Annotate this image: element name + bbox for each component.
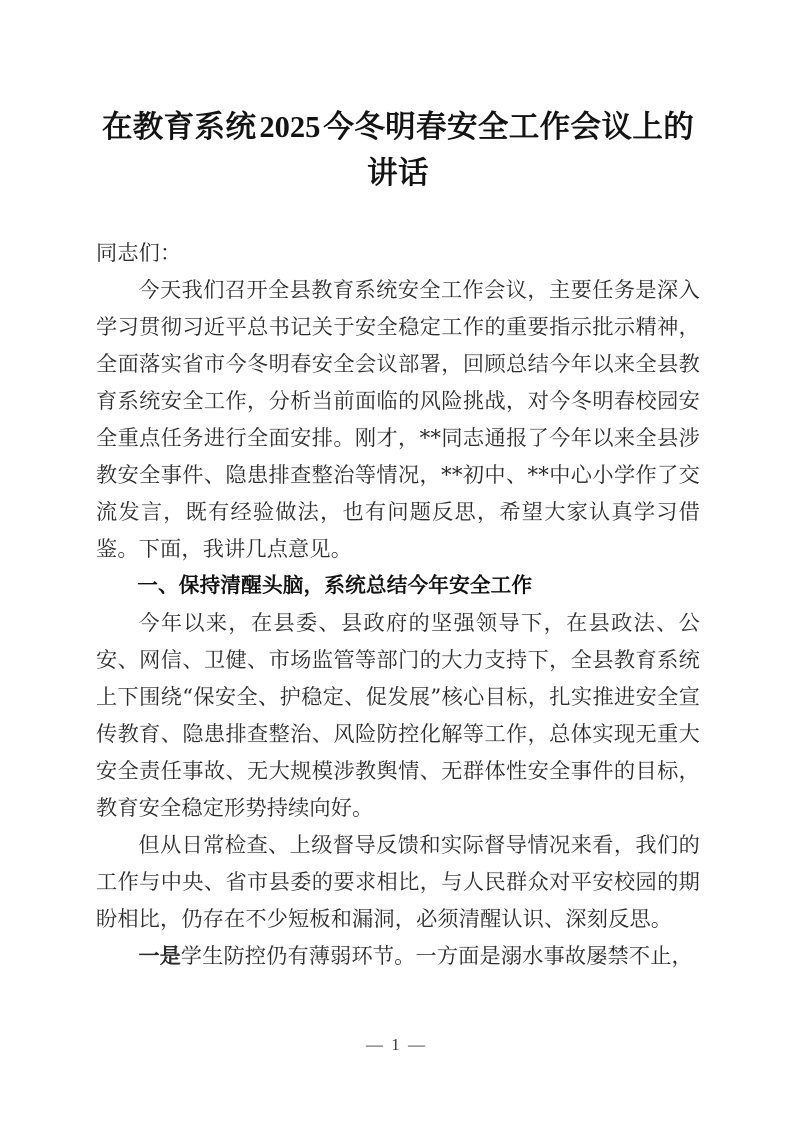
paragraph-opening: 今天我们召开全县教育系统安全工作会议，主要任务是深入学习贯彻习近平总书记关于安全稳定工作的重要指示批示精神，全面落实省市今冬明春安全会议部署，回顾总结今年以来全县教育系统安全工作，分析当前面临的风险挑战，对今冬明春校园安全重点任务进行全面安排。刚才，**同志通报了今年以来全县涉教安全事件、隐患排查整治等情况，**初中、**中心小学作了交流发言，既有经验做法，也有问题反思，希望大家认真学习借鉴。下面，我讲几点意见。 [96,277,700,561]
document-title [96,0,700,196]
document-title-year: 2025 [259,110,321,144]
document-title-suffix: 今冬明春安全工作会议 [323,110,633,144]
page-content [96,0,700,975]
document-title-line2: 上的讲话 [367,110,695,190]
document-title-prefix: 在教育系统 [101,110,257,144]
paragraph-lead-in: 一是 [138,945,181,968]
section-heading-1: 一、保持清醒头脑，系统总结今年安全工作 [137,574,533,597]
paragraph-section1-2: 但从日常检查、上级督导反馈和实际督导情况来看，我们的工作与中央、省市县委的要求相比，与人民群众对平安校园的期盼相比，仍存在不少短板和漏洞，必须清醒认识、深刻反思。 [96,832,700,931]
salutation: 同志们： [96,240,182,265]
document-body [96,234,700,975]
page-number-footer: — 1 — [366,1035,427,1054]
paragraph-section1-3-text: 学生防控仍有薄弱环节。一方面是溺水事故屡禁不止， [180,943,693,968]
paragraph-section1-3 [96,937,700,975]
paragraph-section1-1: 今年以来，在县委、县政府的坚强领导下，在县政法、公安、网信、卫健、市场监管等部门的大力支持下，全县教育系统上下围绕“保安全、护稳定、促发展”核心目标，扎实推进安全宣传教育、隐患排查整治、风险防控化解等工作，总体实现无重大安全责任事故、无大规模涉教舆情、无群体性安全事件的目标，教育安全稳定形势持续向好。 [96,610,700,820]
